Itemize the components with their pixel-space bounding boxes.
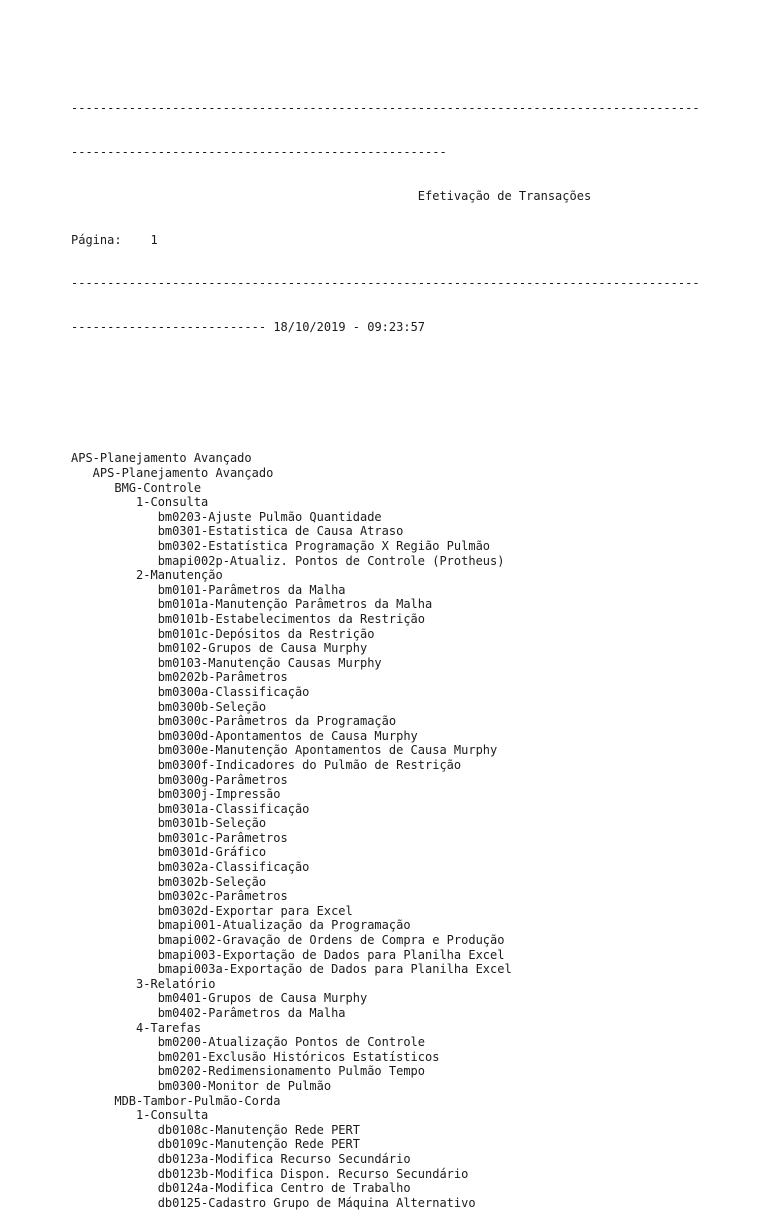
program-item: bm0101a-Manutenção Parâmetros da Malha bbox=[157, 597, 433, 612]
program-item: db0123a-Modifica Recurso Secundário bbox=[157, 1151, 411, 1166]
program-item: bm0302-Estatística Programação X Região Pulmão bbox=[157, 539, 491, 553]
program-item: bmapi003-Exportação de Dados para Planilha Excel bbox=[157, 947, 505, 962]
section-item: 2-Manutenção bbox=[136, 568, 223, 583]
program-item: bm0301-Estatistica de Causa Atraso bbox=[157, 524, 404, 539]
program-item: bmapi002-Gravação de Ordens de Compra e Produção bbox=[157, 933, 505, 948]
program-item: bm0402-Parâmetros da Malha bbox=[157, 1006, 346, 1020]
spacer-line bbox=[71, 364, 761, 379]
program-item: bm0302c-Parâmetros bbox=[157, 889, 288, 904]
header-rule-bottom: --------------------------------------------------------------------------------------- bbox=[71, 276, 700, 291]
report-page bbox=[71, 72, 761, 1225]
program-item: bm0301b-Seleção bbox=[157, 816, 267, 831]
page-number: 1 bbox=[150, 232, 158, 247]
program-item: bm0300j-Impressão bbox=[157, 787, 281, 802]
program-item: bmapi002p-Atualiz. Pontos de Controle (Protheus) bbox=[157, 553, 505, 568]
program-item: bm0300a-Classificação bbox=[157, 684, 310, 699]
program-item: db0108c-Manutenção Rede PERT bbox=[157, 1122, 360, 1137]
module-item: MDB-Tambor-Pulmão-Corda bbox=[114, 1093, 281, 1108]
section-item: 1-Consulta bbox=[136, 1108, 209, 1123]
program-item: db0124a-Modifica Centro de Trabalho bbox=[157, 1181, 411, 1196]
program-item: bm0300-Monitor de Pulmão bbox=[157, 1078, 332, 1093]
module-item: BMG-Controle bbox=[114, 480, 202, 495]
section-item: 4-Tarefas bbox=[136, 1020, 202, 1035]
program-item: db0123b-Modifica Dispon. Recurso Secundário bbox=[157, 1166, 469, 1181]
program-item: bmapi001-Atualização da Programação bbox=[157, 918, 411, 933]
program-item: bm0101c-Depósitos da Restrição bbox=[157, 626, 375, 641]
section-item: 1-Consulta bbox=[136, 495, 209, 510]
title-indent bbox=[71, 189, 418, 203]
header-rule-top-continued: ---------------------------------------------------- bbox=[71, 144, 447, 159]
program-item: bm0300b-Seleção bbox=[157, 699, 267, 714]
report-title: Efetivação de Transações bbox=[417, 188, 592, 203]
menu-tree bbox=[71, 451, 761, 1210]
program-item: bm0302a-Classificação bbox=[157, 860, 310, 875]
report-timestamp: 18/10/2019 - 09:23:57 bbox=[273, 320, 426, 335]
program-item: db0109c-Manutenção Rede PERT bbox=[157, 1137, 360, 1152]
program-item: bm0300g-Parâmetros bbox=[157, 772, 288, 787]
program-item: bm0201-Exclusão Históricos Estatísticos bbox=[157, 1049, 440, 1064]
program-item: bm0202b-Parâmetros bbox=[157, 670, 288, 685]
program-item: bm0300d-Apontamentos de Causa Murphy bbox=[157, 728, 418, 743]
program-item: bm0202-Redimensionamento Pulmão Tempo bbox=[157, 1064, 425, 1079]
program-item: bm0300f-Indicadores do Pulmão de Restrição bbox=[157, 757, 462, 772]
program-item: bm0301a-Classificação bbox=[157, 801, 310, 816]
program-item: bm0200-Atualização Pontos de Controle bbox=[157, 1035, 425, 1050]
program-item: bm0101b-Estabelecimentos da Restrição bbox=[157, 611, 425, 626]
program-item: bm0302d-Exportar para Excel bbox=[157, 903, 353, 918]
program-item: bm0302b-Seleção bbox=[157, 874, 267, 889]
program-item: bm0203-Ajuste Pulmão Quantidade bbox=[157, 509, 382, 524]
spacer-line bbox=[71, 408, 761, 423]
program-item: bm0101-Parâmetros da Malha bbox=[157, 582, 346, 597]
section-item: 3-Relatório bbox=[136, 976, 216, 991]
timestamp-rule: --------------------------- bbox=[71, 320, 267, 335]
program-item: bm0301c-Parâmetros bbox=[157, 830, 288, 845]
program-item: bm0103-Manutenção Causas Murphy bbox=[157, 655, 382, 670]
module-item: APS-Planejamento Avançado bbox=[71, 451, 252, 466]
program-item: bm0102-Grupos de Causa Murphy bbox=[157, 641, 368, 656]
program-item: db0125-Cadastro Grupo de Máquina Alternativo bbox=[157, 1195, 476, 1210]
program-item: bmapi003a-Exportação de Dados para Planilha Excel bbox=[157, 962, 512, 977]
page-gap bbox=[122, 233, 151, 247]
timestamp-line bbox=[71, 320, 761, 335]
program-item: bm0401-Grupos de Causa Murphy bbox=[157, 991, 368, 1006]
page-label: Página: bbox=[71, 232, 122, 247]
module-item: APS-Planejamento Avançado bbox=[92, 466, 274, 481]
header-rule-top: --------------------------------------------------------------------------------------- bbox=[71, 101, 700, 116]
page-number-line bbox=[71, 233, 761, 248]
program-item: bm0300e-Manutenção Apontamentos de Causa Murphy bbox=[157, 743, 498, 758]
program-item: bm0301d-Gráfico bbox=[157, 845, 267, 860]
report-title-line bbox=[71, 189, 761, 204]
program-item: bm0300c-Parâmetros da Programação bbox=[157, 714, 397, 729]
